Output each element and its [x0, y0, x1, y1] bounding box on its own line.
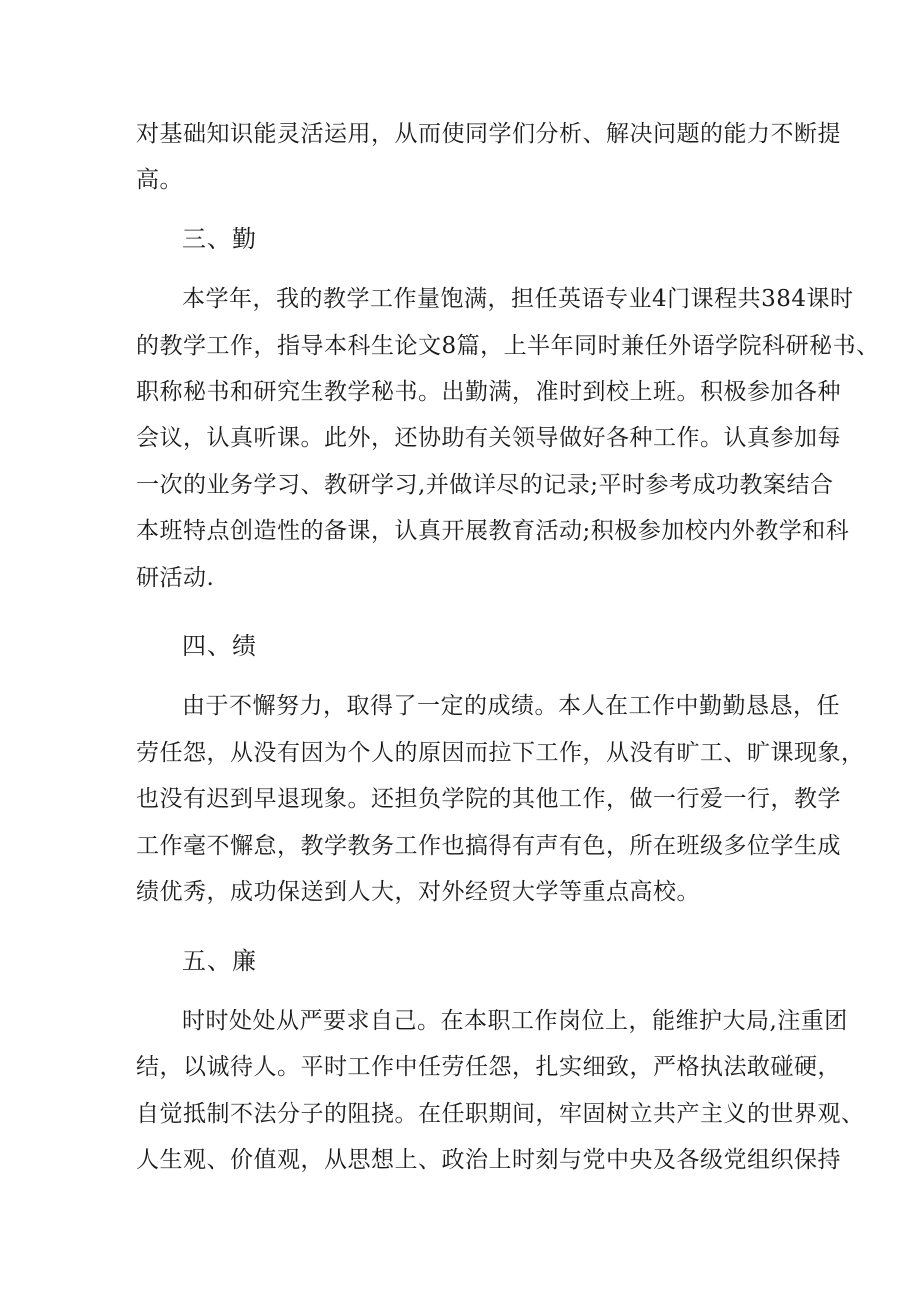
- paragraph-line: 本学年，我的教学工作量饱满，担任英语专业4门课程共384课时: [182, 286, 854, 312]
- paragraph-line: 结，以诚待人。平时工作中任劳任怨，扎实细致，严格执法敢碰硬，: [136, 1054, 841, 1080]
- paragraph-line: 劳任怨，从没有因为个人的原因而拉下工作，从没有旷工、旷课现象，: [136, 740, 865, 766]
- paragraph-line: 的教学工作，指导本科生论文8篇，上半年同时兼任外语学院科研秘书、: [136, 333, 880, 359]
- paragraph-line: 研活动.: [136, 565, 215, 591]
- paragraph-line: 人生观、价值观，从思想上、政治上时刻与党中央及各级党组织保持: [136, 1147, 841, 1173]
- paragraph-line: 自觉抵制不法分子的阻挠。在任职期间，牢固树立共产主义的世界观、: [136, 1101, 865, 1127]
- paragraph-line: 时时处处从严要求自己。在本职工作岗位上，能维护大局,注重团: [182, 1008, 848, 1034]
- paragraph-line: 绩优秀，成功保送到人大，对外经贸大学等重点高校。: [136, 879, 700, 905]
- paragraph-line: 会议，认真听课。此外，还协助有关领导做好各种工作。认真参加每: [136, 425, 841, 451]
- paragraph-line: 由于不懈努力，取得了一定的成绩。本人在工作中勤勤恳恳，任: [182, 693, 840, 719]
- intro-line-1: 对基础知识能灵活运用，从而使同学们分析、解决问题的能力不断提: [136, 121, 841, 147]
- paragraph-line: 工作毫不懈怠，教学教务工作也搞得有声有色，所在班级多位学生成: [136, 833, 841, 859]
- section-heading-lian: 五、廉: [182, 947, 257, 975]
- paragraph-line: 本班特点创造性的备课，认真开展教育活动;积极参加校内外教学和科: [136, 518, 850, 544]
- section-heading-ji: 四、绩: [182, 632, 257, 660]
- paragraph-line: 职称秘书和研究生教学秘书。出勤满，准时到校上班。积极参加各种: [136, 379, 841, 405]
- section-heading-qin: 三、勤: [182, 225, 257, 253]
- paragraph-line: 也没有迟到早退现象。还担负学院的其他工作，做一行爱一行，教学: [136, 786, 841, 812]
- paragraph-line: 一次的业务学习、教研学习,并做详尽的记录;平时参考成功教案结合: [136, 472, 834, 498]
- intro-line-2: 高。: [136, 167, 183, 193]
